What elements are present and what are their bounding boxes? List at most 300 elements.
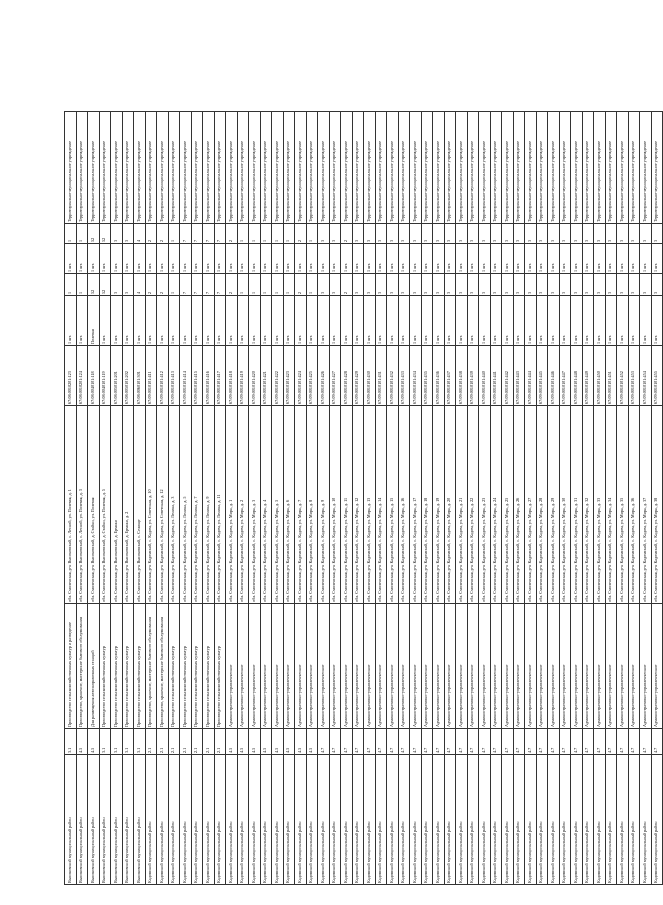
owner-cell: Территориально-муниципальное учреждение xyxy=(410,112,422,224)
cadastral-cell: 67:09:0010101:445 xyxy=(536,346,548,406)
unit-cell: 1 шт. xyxy=(76,296,88,346)
category-cell: Производство сельскохозяйственных культур xyxy=(122,604,134,729)
address-cell: обл. Смоленская, р-н Кадомский, с. Кадом, ул. Мира, д. 2 xyxy=(237,406,249,604)
unit2-cell: 1 шт. xyxy=(387,244,399,274)
category-cell: Производство сельскохозяйственных культур xyxy=(134,604,146,729)
address-cell: обл. Смоленская, р-н Кадомский, с. Кадом, ул. Мира, д. 26 xyxy=(513,406,525,604)
district-cell: Кадомский муниципальный район xyxy=(617,755,629,885)
count-cell: 3 xyxy=(571,274,583,296)
district-cell: Кадомский муниципальный район xyxy=(525,755,537,885)
cadastral-cell: 67:09:0010101:425 xyxy=(306,346,318,406)
district-cell: Кадомский муниципальный район xyxy=(260,755,272,885)
unit2-cell: 1 шт. xyxy=(329,244,341,274)
code-cell: 4.7 xyxy=(490,729,502,755)
code-cell: 4.5 xyxy=(295,729,307,755)
district-cell: Кадомский муниципальный район xyxy=(237,755,249,885)
count-cell: 3 xyxy=(548,274,560,296)
count2-cell: 3 xyxy=(329,224,341,244)
owner-cell: Территориально-муниципальное учреждение xyxy=(76,112,88,224)
district-cell: Кадомский муниципальный район xyxy=(559,755,571,885)
category-cell: Административно-управленческие xyxy=(272,604,284,729)
unit2-cell: 1 шт. xyxy=(122,244,134,274)
address-cell: обл. Смоленская, р-н Высоковский, д. Стайки, ул. Полевая, д. 5 xyxy=(99,406,111,604)
district-cell: Кадомский муниципальный район xyxy=(329,755,341,885)
district-cell: Высоковский муниципальный район xyxy=(65,755,77,885)
cadastral-cell: 67:09:0010101:455 xyxy=(651,346,663,406)
address-cell: обл. Смоленская, р-н Кадомский, с. Кадом, ул. Мира, д. 30 xyxy=(559,406,571,604)
code-cell: 4.7 xyxy=(456,729,468,755)
code-cell: 4.7 xyxy=(387,729,399,755)
count2-cell: 3 xyxy=(387,224,399,244)
district-cell: Кадомский муниципальный район xyxy=(513,755,525,885)
count-cell: 3 xyxy=(352,274,364,296)
count-cell: 3 xyxy=(513,274,525,296)
address-cell: обл. Смоленская, р-н Кадомский, с. Кадом, ул. Мира, д. 32 xyxy=(582,406,594,604)
cadastral-cell: 67:09:0010101:418 xyxy=(226,346,238,406)
count-cell: 3 xyxy=(617,274,629,296)
cadastral-cell: 67:09:0010101:449 xyxy=(582,346,594,406)
table-row xyxy=(628,112,640,885)
district-cell: Кадомский муниципальный район xyxy=(168,755,180,885)
cadastral-cell: 67:09:0010101:436 xyxy=(433,346,445,406)
owner-cell: Территориально-муниципальное учреждение xyxy=(168,112,180,224)
unit-cell: 1 шт. xyxy=(318,296,330,346)
unit-cell: 1 шт. xyxy=(605,296,617,346)
table-row xyxy=(571,112,583,885)
category-cell: Административно-управленческие xyxy=(651,604,663,729)
count2-cell: 3 xyxy=(513,224,525,244)
owner-cell: Территориально-муниципальное учреждение xyxy=(329,112,341,224)
cadastral-cell: 67:09:0010101:412 xyxy=(157,346,169,406)
count2-cell: 3 xyxy=(111,224,123,244)
district-cell: Высоковский муниципальный район xyxy=(134,755,146,885)
code-cell: 4.7 xyxy=(628,729,640,755)
address-cell: обл. Смоленская, р-н Кадомский, с. Кадом, ул. Мира, д. 35 xyxy=(617,406,629,604)
unit-cell: 1 шт. xyxy=(559,296,571,346)
owner-cell: Территориально-муниципальное учреждение xyxy=(640,112,652,224)
code-cell: 3.1 xyxy=(65,729,77,755)
district-cell: Кадомский муниципальный район xyxy=(283,755,295,885)
code-cell: 4.7 xyxy=(582,729,594,755)
unit2-cell: 1 шт. xyxy=(410,244,422,274)
unit2-cell: 1 шт. xyxy=(249,244,261,274)
cadastral-cell: 67:08:0040101:118 xyxy=(88,346,100,406)
unit2-cell: 1 шт. xyxy=(306,244,318,274)
unit-cell: 1 шт. xyxy=(145,296,157,346)
unit-cell: 1 шт. xyxy=(479,296,491,346)
category-cell: Административно-управленческие xyxy=(249,604,261,729)
code-cell: 4.7 xyxy=(341,729,353,755)
cadastral-cell: 67:09:0010101:434 xyxy=(410,346,422,406)
address-cell: обл. Смоленская, р-н Кадомский, с. Кадом, ул. Мира, д. 6 xyxy=(283,406,295,604)
table-row xyxy=(180,112,192,885)
category-cell: Административно-управленческие xyxy=(640,604,652,729)
count2-cell: 3 xyxy=(525,224,537,244)
unit2-cell: 1 шт. xyxy=(272,244,284,274)
category-cell: Производство сельскохозяйственных культур xyxy=(99,604,111,729)
count-cell: 3 xyxy=(525,274,537,296)
count2-cell: 1 xyxy=(168,224,180,244)
owner-cell: Территориально-муниципальное учреждение xyxy=(99,112,111,224)
count-cell: 1 xyxy=(249,274,261,296)
cadastral-cell: 67:09:0010101:439 xyxy=(467,346,479,406)
address-cell: обл. Смоленская, р-н Кадомский, с. Кадом, ул. Мира, д. 14 xyxy=(375,406,387,604)
owner-cell: Территориально-муниципальное учреждение xyxy=(548,112,560,224)
count-cell: 7 xyxy=(191,274,203,296)
count-cell: 3 xyxy=(502,274,514,296)
cadastral-cell: 67:09:0010101:450 xyxy=(594,346,606,406)
address-cell: обл. Смоленская, р-н Высоковский, д. Ермаки, д. 2 xyxy=(122,406,134,604)
category-cell: Административно-управленческие xyxy=(237,604,249,729)
code-cell: 4.5 xyxy=(283,729,295,755)
unit2-cell: 1 шт. xyxy=(594,244,606,274)
category-cell: Административно-управленческие xyxy=(490,604,502,729)
unit2-cell: 1 шт. xyxy=(548,244,560,274)
code-cell: 4.7 xyxy=(513,729,525,755)
owner-cell: Территориально-муниципальное учреждение xyxy=(513,112,525,224)
count2-cell: 2 xyxy=(226,224,238,244)
district-cell: Кадомский муниципальный район xyxy=(226,755,238,885)
unit-cell: 1 шт. xyxy=(571,296,583,346)
table-row xyxy=(605,112,617,885)
owner-cell: Территориально-муниципальное учреждение xyxy=(214,112,226,224)
code-cell: 2.1 xyxy=(180,729,192,755)
table-row xyxy=(467,112,479,885)
cadastral-cell: 67:09:0010101:435 xyxy=(421,346,433,406)
code-cell: 4.7 xyxy=(559,729,571,755)
count2-cell: 3 xyxy=(375,224,387,244)
category-cell: Производство сельскохозяйственных культур xyxy=(191,604,203,729)
address-cell: обл. Смоленская, р-н Кадомский, с. Кадом, ул. Мира, д. 20 xyxy=(444,406,456,604)
code-cell: 4.7 xyxy=(375,729,387,755)
count-cell: 1 xyxy=(237,274,249,296)
district-cell: Кадомский муниципальный район xyxy=(479,755,491,885)
category-cell: Административно-управленческие xyxy=(433,604,445,729)
owner-cell: Территориально-муниципальное учреждение xyxy=(617,112,629,224)
category-cell: Административно-управленческие xyxy=(341,604,353,729)
code-cell: 4.7 xyxy=(318,729,330,755)
cadastral-cell: 67:09:0010101:411 xyxy=(145,346,157,406)
owner-cell: Территориально-муниципальное учреждение xyxy=(295,112,307,224)
table-row xyxy=(122,112,134,885)
code-cell: 4.7 xyxy=(444,729,456,755)
unit-cell: 1 шт. xyxy=(582,296,594,346)
count2-cell: 3 xyxy=(640,224,652,244)
category-cell: Производство сельскохозяйственных культур и разведение xyxy=(65,604,77,729)
table-row xyxy=(456,112,468,885)
category-cell: Административно-управленческие xyxy=(582,604,594,729)
count-cell: 3 xyxy=(364,274,376,296)
code-cell: 4.5 xyxy=(76,729,88,755)
table-row xyxy=(306,112,318,885)
table-row xyxy=(513,112,525,885)
code-cell: 3.1 xyxy=(111,729,123,755)
unit2-cell: 1 шт. xyxy=(571,244,583,274)
unit-cell: 1 шт. xyxy=(191,296,203,346)
code-cell: 4.7 xyxy=(364,729,376,755)
owner-cell: Территориально-муниципальное учреждение xyxy=(180,112,192,224)
owner-cell: Территориально-муниципальное учреждение xyxy=(421,112,433,224)
owner-cell: Территориально-муниципальное учреждение xyxy=(456,112,468,224)
count2-cell: 3 xyxy=(628,224,640,244)
district-cell: Кадомский муниципальный район xyxy=(640,755,652,885)
unit2-cell: 1 шт. xyxy=(352,244,364,274)
category-cell: Административно-управленческие xyxy=(306,604,318,729)
category-cell: Административно-управленческие xyxy=(410,604,422,729)
cadastral-cell: 67:09:0010101:437 xyxy=(444,346,456,406)
count-cell: 2 xyxy=(145,274,157,296)
category-cell: Административно-управленческие xyxy=(525,604,537,729)
unit-cell: 1 шт. xyxy=(444,296,456,346)
code-cell: 4.5 xyxy=(237,729,249,755)
district-cell: Кадомский муниципальный район xyxy=(214,755,226,885)
owner-cell: Территориально-муниципальное учреждение xyxy=(571,112,583,224)
count-cell: 3 xyxy=(605,274,617,296)
code-cell: 4.7 xyxy=(352,729,364,755)
address-cell: обл. Смоленская, р-н Кадомский, с. Кадом, ул. Мира, д. 19 xyxy=(433,406,445,604)
unit-cell: 1 шт. xyxy=(594,296,606,346)
owner-cell: Территориально-муниципальное учреждение xyxy=(122,112,134,224)
address-cell: обл. Смоленская, р-н Кадомский, с. Кадом, ул. Мира, д. 24 xyxy=(490,406,502,604)
district-cell: Высоковский муниципальный район xyxy=(122,755,134,885)
category-cell: Административно-управленческие xyxy=(548,604,560,729)
count-cell: 3 xyxy=(398,274,410,296)
cadastral-cell: 67:09:0010101:454 xyxy=(640,346,652,406)
cadastral-cell: 67:08:0050101:201 xyxy=(111,346,123,406)
table-row xyxy=(651,112,663,885)
table-row xyxy=(191,112,203,885)
address-cell: обл. Смоленская, р-н Кадомский, с. Кадом, ул. Ленина, д. 7 xyxy=(191,406,203,604)
address-cell: обл. Смоленская, р-н Кадомский, с. Кадом, ул. Мира, д. 37 xyxy=(640,406,652,604)
unit2-cell: 1 шт. xyxy=(157,244,169,274)
category-cell: Производство сельскохозяйственных культур xyxy=(180,604,192,729)
address-cell: обл. Смоленская, р-н Кадомский, с. Кадом, ул. Мира, д. 23 xyxy=(479,406,491,604)
owner-cell: Территориально-муниципальное учреждение xyxy=(318,112,330,224)
count2-cell: 3 xyxy=(617,224,629,244)
address-cell: обл. Смоленская, р-н Кадомский, с. Кадом, ул. Мира, д. 12 xyxy=(352,406,364,604)
unit2-cell: 1 шт. xyxy=(467,244,479,274)
cadastral-cell: 67:09:0010101:430 xyxy=(364,346,376,406)
unit-cell: 1 шт. xyxy=(525,296,537,346)
owner-cell: Территориально-муниципальное учреждение xyxy=(433,112,445,224)
owner-cell: Территориально-муниципальное учреждение xyxy=(157,112,169,224)
cadastral-cell: 67:09:0010101:447 xyxy=(559,346,571,406)
unit2-cell: 1 шт. xyxy=(582,244,594,274)
unit-cell: 1 шт. xyxy=(433,296,445,346)
count2-cell: 3 xyxy=(456,224,468,244)
cadastral-cell: 67:09:0010101:424 xyxy=(295,346,307,406)
count2-cell: 1 xyxy=(272,224,284,244)
unit2-cell: 1 шт. xyxy=(76,244,88,274)
count-cell: 7 xyxy=(180,274,192,296)
unit-cell: 1 шт. xyxy=(237,296,249,346)
unit-cell: 1 шт. xyxy=(410,296,422,346)
cadastral-cell: 67:09:0010101:452 xyxy=(617,346,629,406)
address-cell: обл. Смоленская, р-н Кадомский, с. Кадом, ул. Мира, д. 33 xyxy=(594,406,606,604)
count2-cell: 7 xyxy=(203,224,215,244)
unit2-cell: 1 шт. xyxy=(180,244,192,274)
count2-cell: 3 xyxy=(318,224,330,244)
code-cell: 4.7 xyxy=(536,729,548,755)
category-cell: Административно-управленческие xyxy=(329,604,341,729)
address-cell: обл. Смоленская, р-н Кадомский, с. Кадом, ул. Мира, д. 17 xyxy=(410,406,422,604)
cadastral-cell: 67:09:0010101:433 xyxy=(398,346,410,406)
table-row xyxy=(283,112,295,885)
table-row xyxy=(640,112,652,885)
unit-cell: 1 шт. xyxy=(122,296,134,346)
unit2-cell: 1 шт. xyxy=(65,244,77,274)
district-cell: Кадомский муниципальный район xyxy=(548,755,560,885)
unit-cell: 1 шт. xyxy=(111,296,123,346)
unit-cell: Полевая xyxy=(88,296,100,346)
count-cell: 3 xyxy=(467,274,479,296)
code-cell: 2.1 xyxy=(157,729,169,755)
count2-cell: 3 xyxy=(594,224,606,244)
owner-cell: Территориально-муниципальное учреждение xyxy=(249,112,261,224)
table-row xyxy=(525,112,537,885)
unit2-cell: 1 шт. xyxy=(226,244,238,274)
code-cell: 2.1 xyxy=(168,729,180,755)
cadastral-cell: 67:09:0010101:446 xyxy=(548,346,560,406)
count-cell: 3 xyxy=(640,274,652,296)
table-row xyxy=(168,112,180,885)
category-cell: Административно-управленческие xyxy=(421,604,433,729)
table-row xyxy=(145,112,157,885)
address-cell: обл. Смоленская, р-н Кадомский, с. Кадом, ул. Мира, д. 3 xyxy=(249,406,261,604)
cadastral-cell: 67:09:0010101:423 xyxy=(283,346,295,406)
owner-cell: Территориально-муниципальное учреждение xyxy=(145,112,157,224)
owner-cell: Территориально-муниципальное учреждение xyxy=(283,112,295,224)
unit2-cell: 1 шт. xyxy=(364,244,376,274)
code-cell: 4.7 xyxy=(525,729,537,755)
unit-cell: 1 шт. xyxy=(502,296,514,346)
owner-cell: Территориально-муниципальное учреждение xyxy=(605,112,617,224)
district-cell: Кадомский муниципальный район xyxy=(375,755,387,885)
district-cell: Кадомский муниципальный район xyxy=(157,755,169,885)
district-cell: Кадомский муниципальный район xyxy=(387,755,399,885)
code-cell: 3.1 xyxy=(99,729,111,755)
owner-cell: Территориально-муниципальное учреждение xyxy=(387,112,399,224)
district-cell: Кадомский муниципальный район xyxy=(502,755,514,885)
table-row xyxy=(375,112,387,885)
table-row xyxy=(203,112,215,885)
owner-cell: Территориально-муниципальное учреждение xyxy=(582,112,594,224)
count-cell: 3 xyxy=(651,274,663,296)
owner-cell: Территориально-муниципальное учреждение xyxy=(260,112,272,224)
owner-cell: Территориально-муниципальное учреждение xyxy=(375,112,387,224)
code-cell: 4.7 xyxy=(617,729,629,755)
address-cell: обл. Смоленская, р-н Кадомский, с. Кадом, ул. Ленина, д. 5 xyxy=(180,406,192,604)
code-cell: 4.7 xyxy=(651,729,663,755)
category-cell: Производство сельскохозяйственных культур xyxy=(203,604,215,729)
count-cell: 2 xyxy=(295,274,307,296)
code-cell: 4.5 xyxy=(226,729,238,755)
count2-cell: 1 xyxy=(65,224,77,244)
district-cell: Кадомский муниципальный район xyxy=(433,755,445,885)
table-row xyxy=(410,112,422,885)
table-row xyxy=(364,112,376,885)
count-cell: 1 xyxy=(283,274,295,296)
code-cell: 4.7 xyxy=(433,729,445,755)
count2-cell: 3 xyxy=(444,224,456,244)
count2-cell: 7 xyxy=(191,224,203,244)
category-cell: Производство, хранение, мастерские бытового обслуживания xyxy=(76,604,88,729)
unit-cell: 1 шт. xyxy=(272,296,284,346)
address-cell: обл. Смоленская, р-н Кадомский, с. Кадом, ул. Мира, д. 1 xyxy=(226,406,238,604)
address-cell: обл. Смоленская, р-н Кадомский, с. Кадом, ул. Мира, д. 29 xyxy=(548,406,560,604)
category-cell: Административно-управленческие xyxy=(444,604,456,729)
table-row xyxy=(341,112,353,885)
district-cell: Кадомский муниципальный район xyxy=(364,755,376,885)
table-row xyxy=(559,112,571,885)
district-cell: Кадомский муниципальный район xyxy=(456,755,468,885)
owner-cell: Территориально-муниципальное учреждение xyxy=(306,112,318,224)
count2-cell: 3 xyxy=(536,224,548,244)
category-cell: Административно-управленческие xyxy=(467,604,479,729)
unit2-cell: 1 шт. xyxy=(318,244,330,274)
code-cell: 2.1 xyxy=(145,729,157,755)
table-row xyxy=(88,112,100,885)
address-cell: обл. Смоленская, р-н Кадомский, с. Кадом, ул. Мира, д. 4 xyxy=(260,406,272,604)
district-cell: Высоковский муниципальный район xyxy=(99,755,111,885)
cadastral-cell: 67:09:0010101:416 xyxy=(203,346,215,406)
owner-cell: Территориально-муниципальное учреждение xyxy=(490,112,502,224)
cadastral-cell: 67:08:0060101:301 xyxy=(134,346,146,406)
table-row xyxy=(352,112,364,885)
code-cell: 2.1 xyxy=(214,729,226,755)
count-cell: 52 xyxy=(88,274,100,296)
address-cell: обл. Смоленская, р-н Высоковский, с. Лесной, ул. Полевая, д. 1 xyxy=(65,406,77,604)
table-row xyxy=(76,112,88,885)
address-cell: обл. Смоленская, р-н Кадомский, с. Кадом, ул. Мира, д. 28 xyxy=(536,406,548,604)
owner-cell: Территориально-муниципальное учреждение xyxy=(226,112,238,224)
code-cell: 3.1 xyxy=(122,729,134,755)
unit-cell: 1 шт. xyxy=(421,296,433,346)
address-cell: обл. Смоленская, р-н Кадомский, с. Кадом, ул. Мира, д. 15 xyxy=(387,406,399,604)
cadastral-cell: 67:08:0010201:123 xyxy=(65,346,77,406)
table-row xyxy=(479,112,491,885)
count-cell: 4 xyxy=(134,274,146,296)
count-cell: 2 xyxy=(341,274,353,296)
owner-cell: Территориально-муниципальное учреждение xyxy=(88,112,100,224)
count2-cell: 7 xyxy=(214,224,226,244)
district-cell: Высоковский муниципальный район xyxy=(111,755,123,885)
district-cell: Кадомский муниципальный район xyxy=(605,755,617,885)
table-row xyxy=(387,112,399,885)
table-row xyxy=(214,112,226,885)
code-cell: 4.7 xyxy=(329,729,341,755)
count2-cell: 52 xyxy=(88,224,100,244)
cadastral-cell: 67:09:0010101:422 xyxy=(272,346,284,406)
district-cell: Кадомский муниципальный район xyxy=(490,755,502,885)
district-cell: Кадомский муниципальный район xyxy=(651,755,663,885)
table-row xyxy=(237,112,249,885)
table-row xyxy=(260,112,272,885)
owner-cell: Территориально-муниципальное учреждение xyxy=(364,112,376,224)
code-cell: 3.1 xyxy=(134,729,146,755)
owner-cell: Территориально-муниципальное учреждение xyxy=(628,112,640,224)
unit-cell: 1 шт. xyxy=(295,296,307,346)
address-cell: обл. Смоленская, р-н Кадомский, с. Кадом, ул. Мира, д. 10 xyxy=(329,406,341,604)
code-cell: 2.1 xyxy=(191,729,203,755)
address-cell: обл. Смоленская, р-н Кадомский, с. Кадом, ул. Мира, д. 11 xyxy=(341,406,353,604)
count-cell: 1 xyxy=(272,274,284,296)
count-cell: 3 xyxy=(387,274,399,296)
district-cell: Кадомский муниципальный район xyxy=(582,755,594,885)
address-cell: обл. Смоленская, р-н Кадомский, с. Кадом, ул. Мира, д. 22 xyxy=(467,406,479,604)
count2-cell: 3 xyxy=(490,224,502,244)
unit2-cell: 1 шт. xyxy=(283,244,295,274)
